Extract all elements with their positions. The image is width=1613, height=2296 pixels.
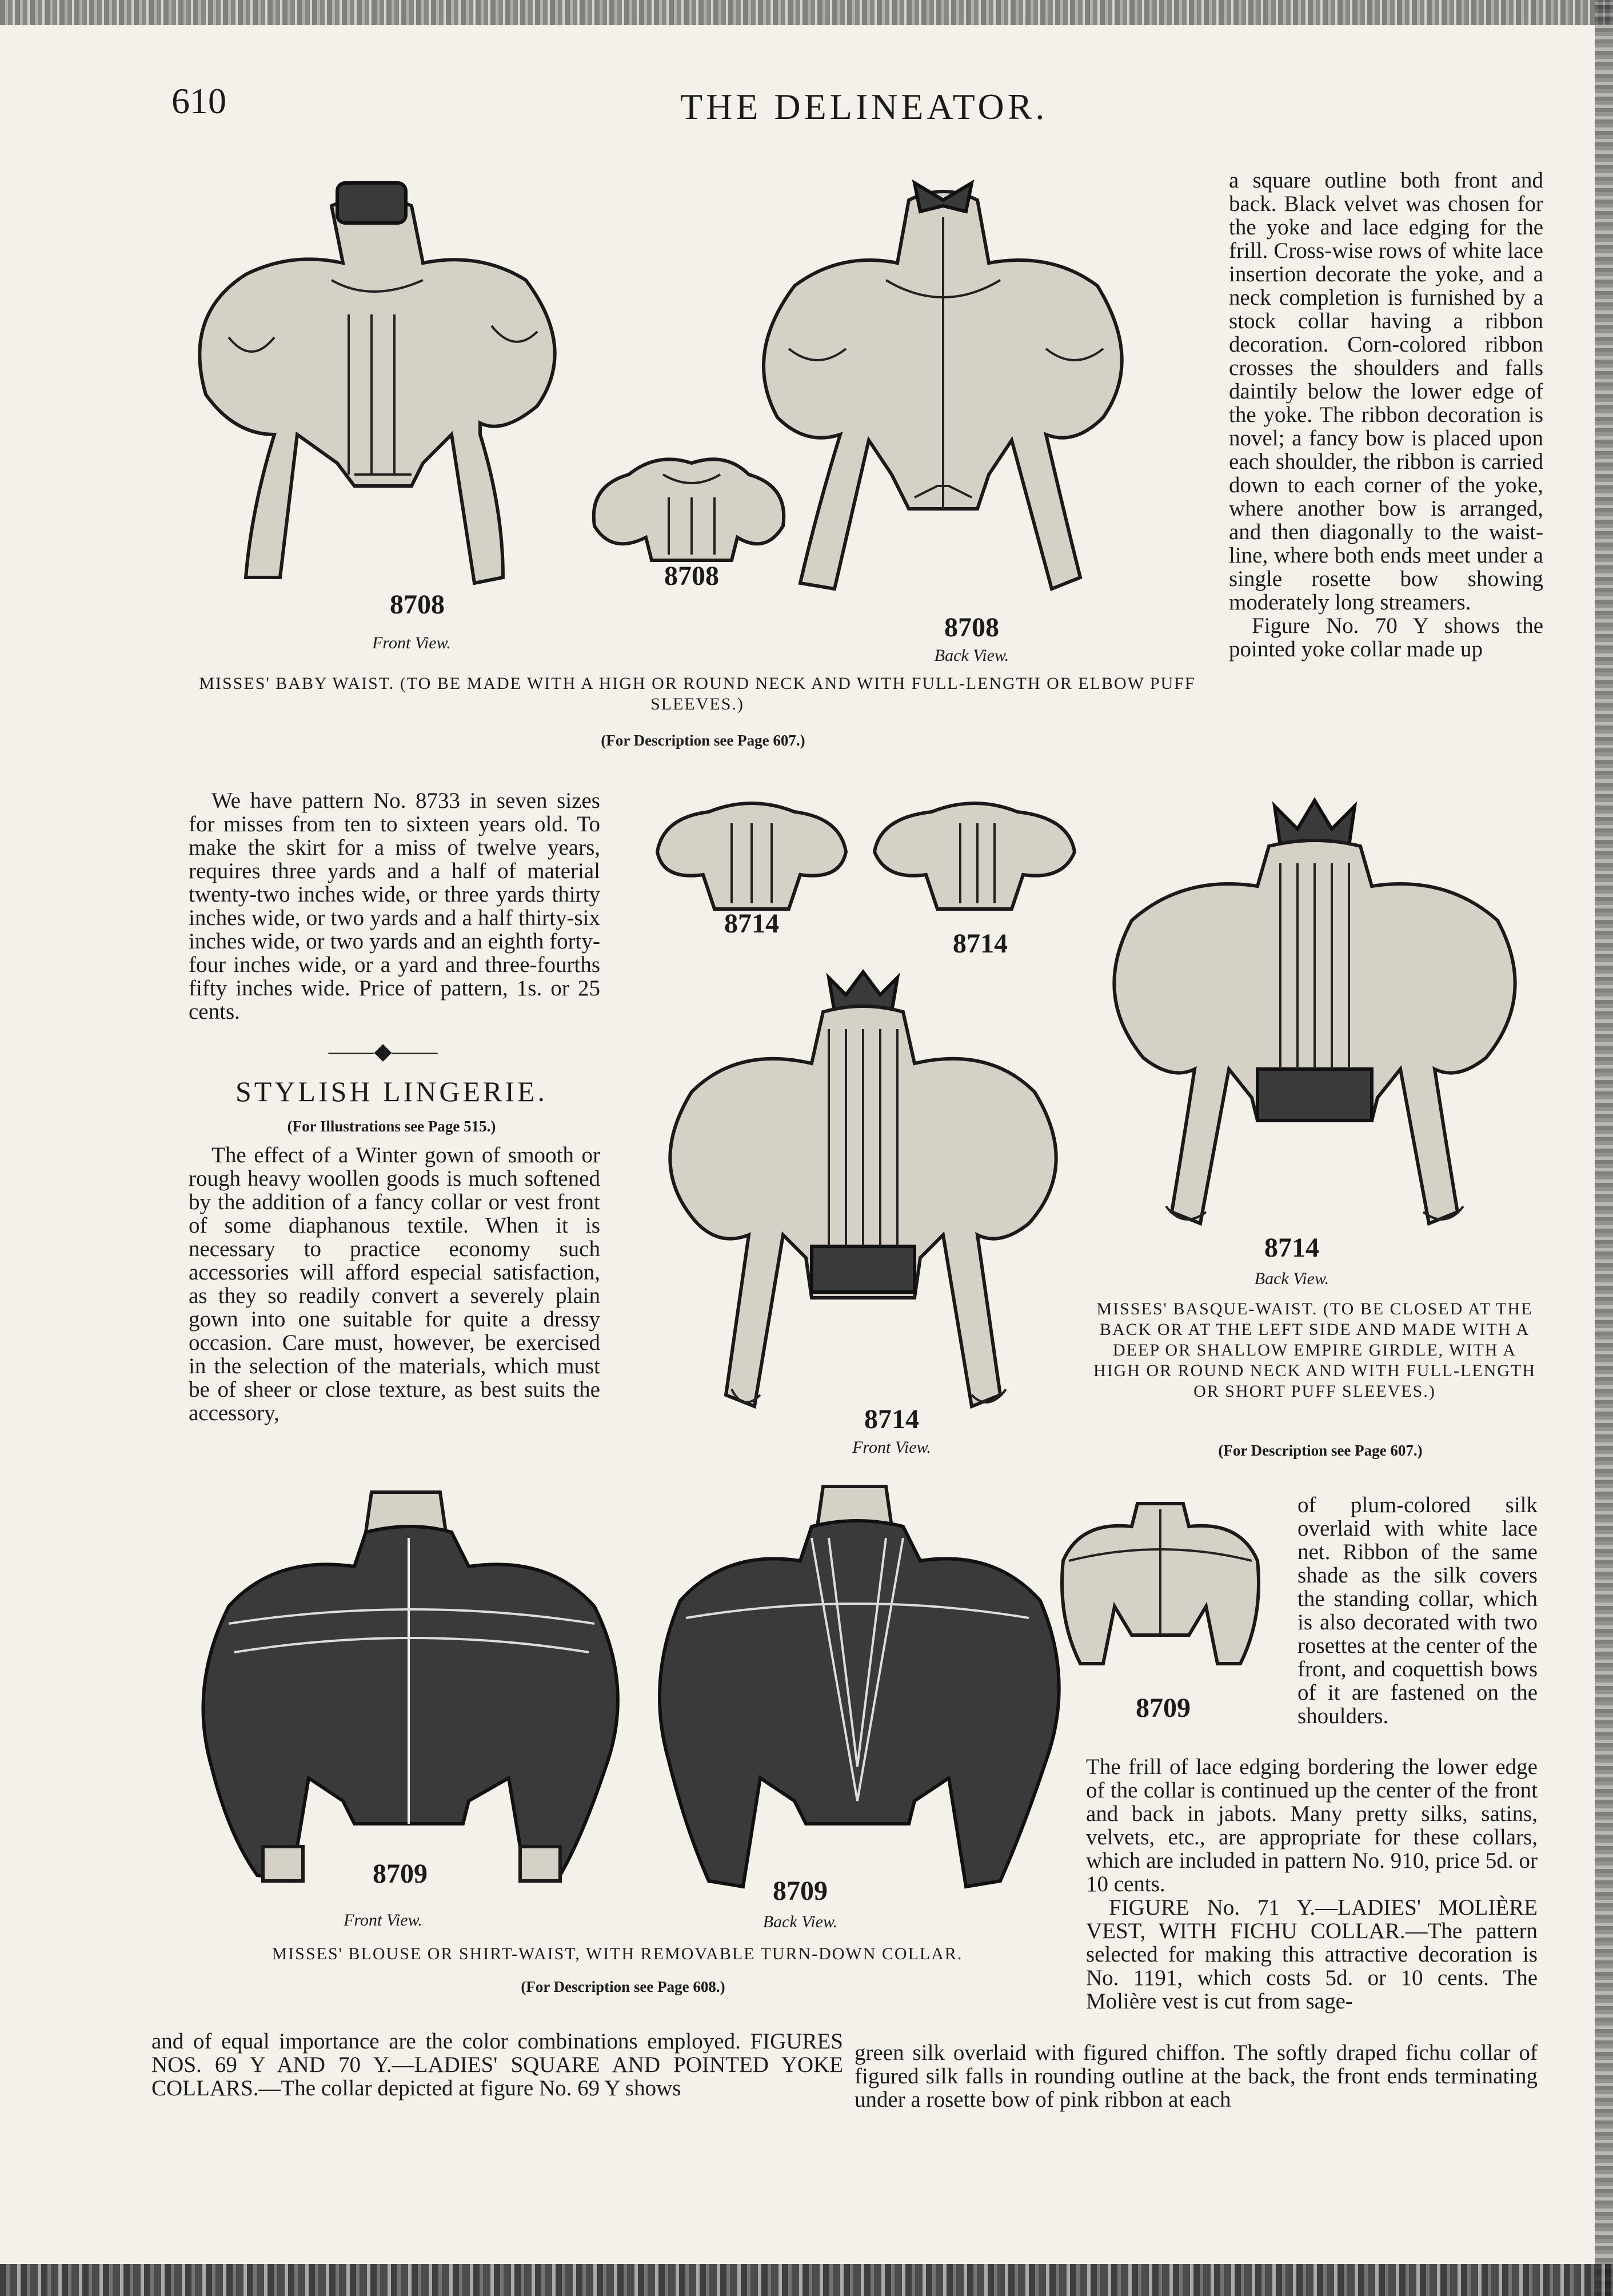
view-label-8709-front: Front View. (344, 1911, 422, 1930)
caption-basque-waist: MISSES' BASQUE-WAIST. (TO BE CLOSED AT THE BACK OR AT THE LEFT SIDE AND MADE WITH A DEEP OR SHALLOW EMPIRE GIRDLE, WITH A HIGH OR ROUND NECK AND WITH FULL-LENGTH OR SHORT PUFF SLEEVES.) (1093, 1300, 1536, 1401)
view-label-8708-back: Back View. (934, 646, 1009, 665)
caption-baby-waist-description: (For Description see Page 607.) (601, 732, 805, 749)
illustration-8708-back (743, 166, 1143, 600)
view-label-8708-front: Front View. (372, 633, 451, 652)
scan-edge-top (0, 0, 1613, 25)
paragraph-color-combinations: and of equal importance are the color combinations employed. FIGURES NOS. 69 Y AND 70 Y.—LADIES' SQUARE AND POINTED YOKE COLLARS.—The collar depicted at figure No. 69 Y shows (151, 2029, 843, 2100)
view-label-8709-back: Back View. (762, 1912, 838, 1931)
text-right-silk-continued (1086, 1755, 1538, 2013)
caption-blouse-description: (For Description see Page 608.) (521, 1978, 725, 1995)
figure-number-8714-small-1: 8714 (724, 908, 779, 939)
text-lingerie-body (189, 1143, 600, 1425)
view-label-8714-front: Front View. (852, 1438, 931, 1457)
figure-number-8708-back: 8708 (944, 612, 999, 643)
illustration-8714-back (1086, 800, 1543, 1246)
paragraph-sage-green-silk: green silk overlaid with figured chiffon. The softly draped fichu collar of figured silk falls in rounding outline at the back, the front ends terminating under a rosette bow of pink ribbon at each (855, 2040, 1538, 2112)
view-label-8714-back: Back View. (1254, 1269, 1329, 1288)
lingerie-heading: STYLISH LINGERIE. (235, 1075, 548, 1107)
paragraph-yoke-description: a square outline both front and back. Black velvet was chosen for the yoke and lace edging for the frill. Cross-wise rows of white lace insertion decorate the yoke, and a neck completion is furnished by a stock collar having a ribbon decoration. Corn-colored ribbon crosses the shoulders and falls daintily below the lower edge of the yoke. The ribbon decoration is novel; a fancy bow is placed upon each shoulder, the ribbon is carried down to each corner of the yoke, where another bow is arranged, and then diagonally to the waist-line, where both ends meet under a single rosette bow showing moderately long streamers. (1229, 168, 1543, 615)
running-title: THE DELINEATOR. (680, 86, 1048, 127)
section-divider: ——◆—— (328, 1038, 438, 1064)
figure-number-8708-small: 8708 (664, 561, 719, 591)
illustration-8714-front (634, 960, 1092, 1435)
text-right-column-top (1229, 169, 1543, 661)
paragraph-pattern-8733: We have pattern No. 8733 in seven sizes for misses from ten to sixteen years old. To make the skirt for a miss of twelve years, requires three yards and a half of material twenty-two inches wide, or three yards thirty inches wide, or two yards and a half thirty-six inches wide, or two yards and an eighth forty-four inches wide, or a yard and three-fourths fifty inches wide. Price of pattern, 1s. or 25 cents. (189, 788, 600, 1024)
text-right-silk-collar (1297, 1493, 1538, 1728)
lingerie-subheading: (For Illustrations see Page 515.) (287, 1118, 496, 1135)
figure-number-8714-small-2: 8714 (953, 928, 1008, 959)
illustration-8708-front (183, 166, 583, 589)
text-bottom-right (855, 2041, 1538, 2111)
paragraph-lace-frill: The frill of lace edging bordering the lower edge of the collar is continued up the center of the front and back in jabots. Many pretty silks, satins, velvets, etc., are appropriate for these collars, which are included in pattern No. 910, price 5d. or 10 cents. (1086, 1755, 1538, 1896)
figure-number-8714-back: 8714 (1264, 1233, 1319, 1263)
illustration-8714-small-2 (863, 789, 1086, 920)
paragraph-lingerie: The effect of a Winter gown of smooth or rough heavy woollen goods is much softened by the addition of a fancy collar or vest front of some diaphanous textile. When it is necessary to practice economy such accessories will afford especial satisfaction, as they so readily convert a severely plain gown into one suitable for quite a dressy occasion. Care must, however, be exercised in the selection of the materials, which must be of sheer or close texture, as best suits the accessory, (189, 1143, 600, 1425)
figure-number-8708-front: 8708 (390, 589, 445, 620)
scan-edge-right (1595, 0, 1613, 2296)
paragraph-figure-71y: FIGURE No. 71 Y.—LADIES' MOLIÈRE VEST, WITH FICHU COLLAR.—The pattern selected for making this attractive decoration is No. 1191, which costs 5d. or 10 cents. The Molière vest is cut from sage- (1086, 1895, 1538, 2014)
text-left-pattern-8733 (189, 789, 600, 1023)
figure-number-8709-small: 8709 (1136, 1693, 1191, 1723)
figure-number-8714-front: 8714 (864, 1404, 919, 1434)
figure-number-8709-front: 8709 (373, 1859, 428, 1889)
scan-edge-bottom (0, 2264, 1613, 2296)
illustration-8709-front (183, 1481, 640, 1898)
figure-number-8709-back: 8709 (773, 1876, 828, 1906)
caption-blouse: MISSES' BLOUSE OR SHIRT-WAIST, WITH REMOVABLE TURN-DOWN COLLAR. (272, 1944, 963, 1963)
paragraph-plum-silk: of plum-colored silk overlaid with white lace net. Ribbon of the same shade as the silk covers the standing collar, which is also decorated with two rosettes at the center of the front, and coquettish bows of it are fastened on the shoulders. (1297, 1493, 1538, 1728)
illustration-8714-small-1 (646, 789, 857, 920)
paragraph-figure-70y: Figure No. 70 Y shows the pointed yoke collar made up (1229, 613, 1543, 661)
illustration-8709-back (640, 1481, 1075, 1904)
caption-baby-waist: MISSES' BABY WAIST. (TO BE MADE WITH A HIGH OR ROUND NECK AND WITH FULL-LENGTH OR ELBOW PUFF SLEEVES.) (199, 674, 1196, 713)
page-number: 610 (171, 81, 226, 121)
text-bottom-left (151, 2030, 843, 2100)
caption-basque-waist-description: (For Description see Page 607.) (1218, 1442, 1423, 1459)
illustration-8709-small (1052, 1492, 1269, 1687)
